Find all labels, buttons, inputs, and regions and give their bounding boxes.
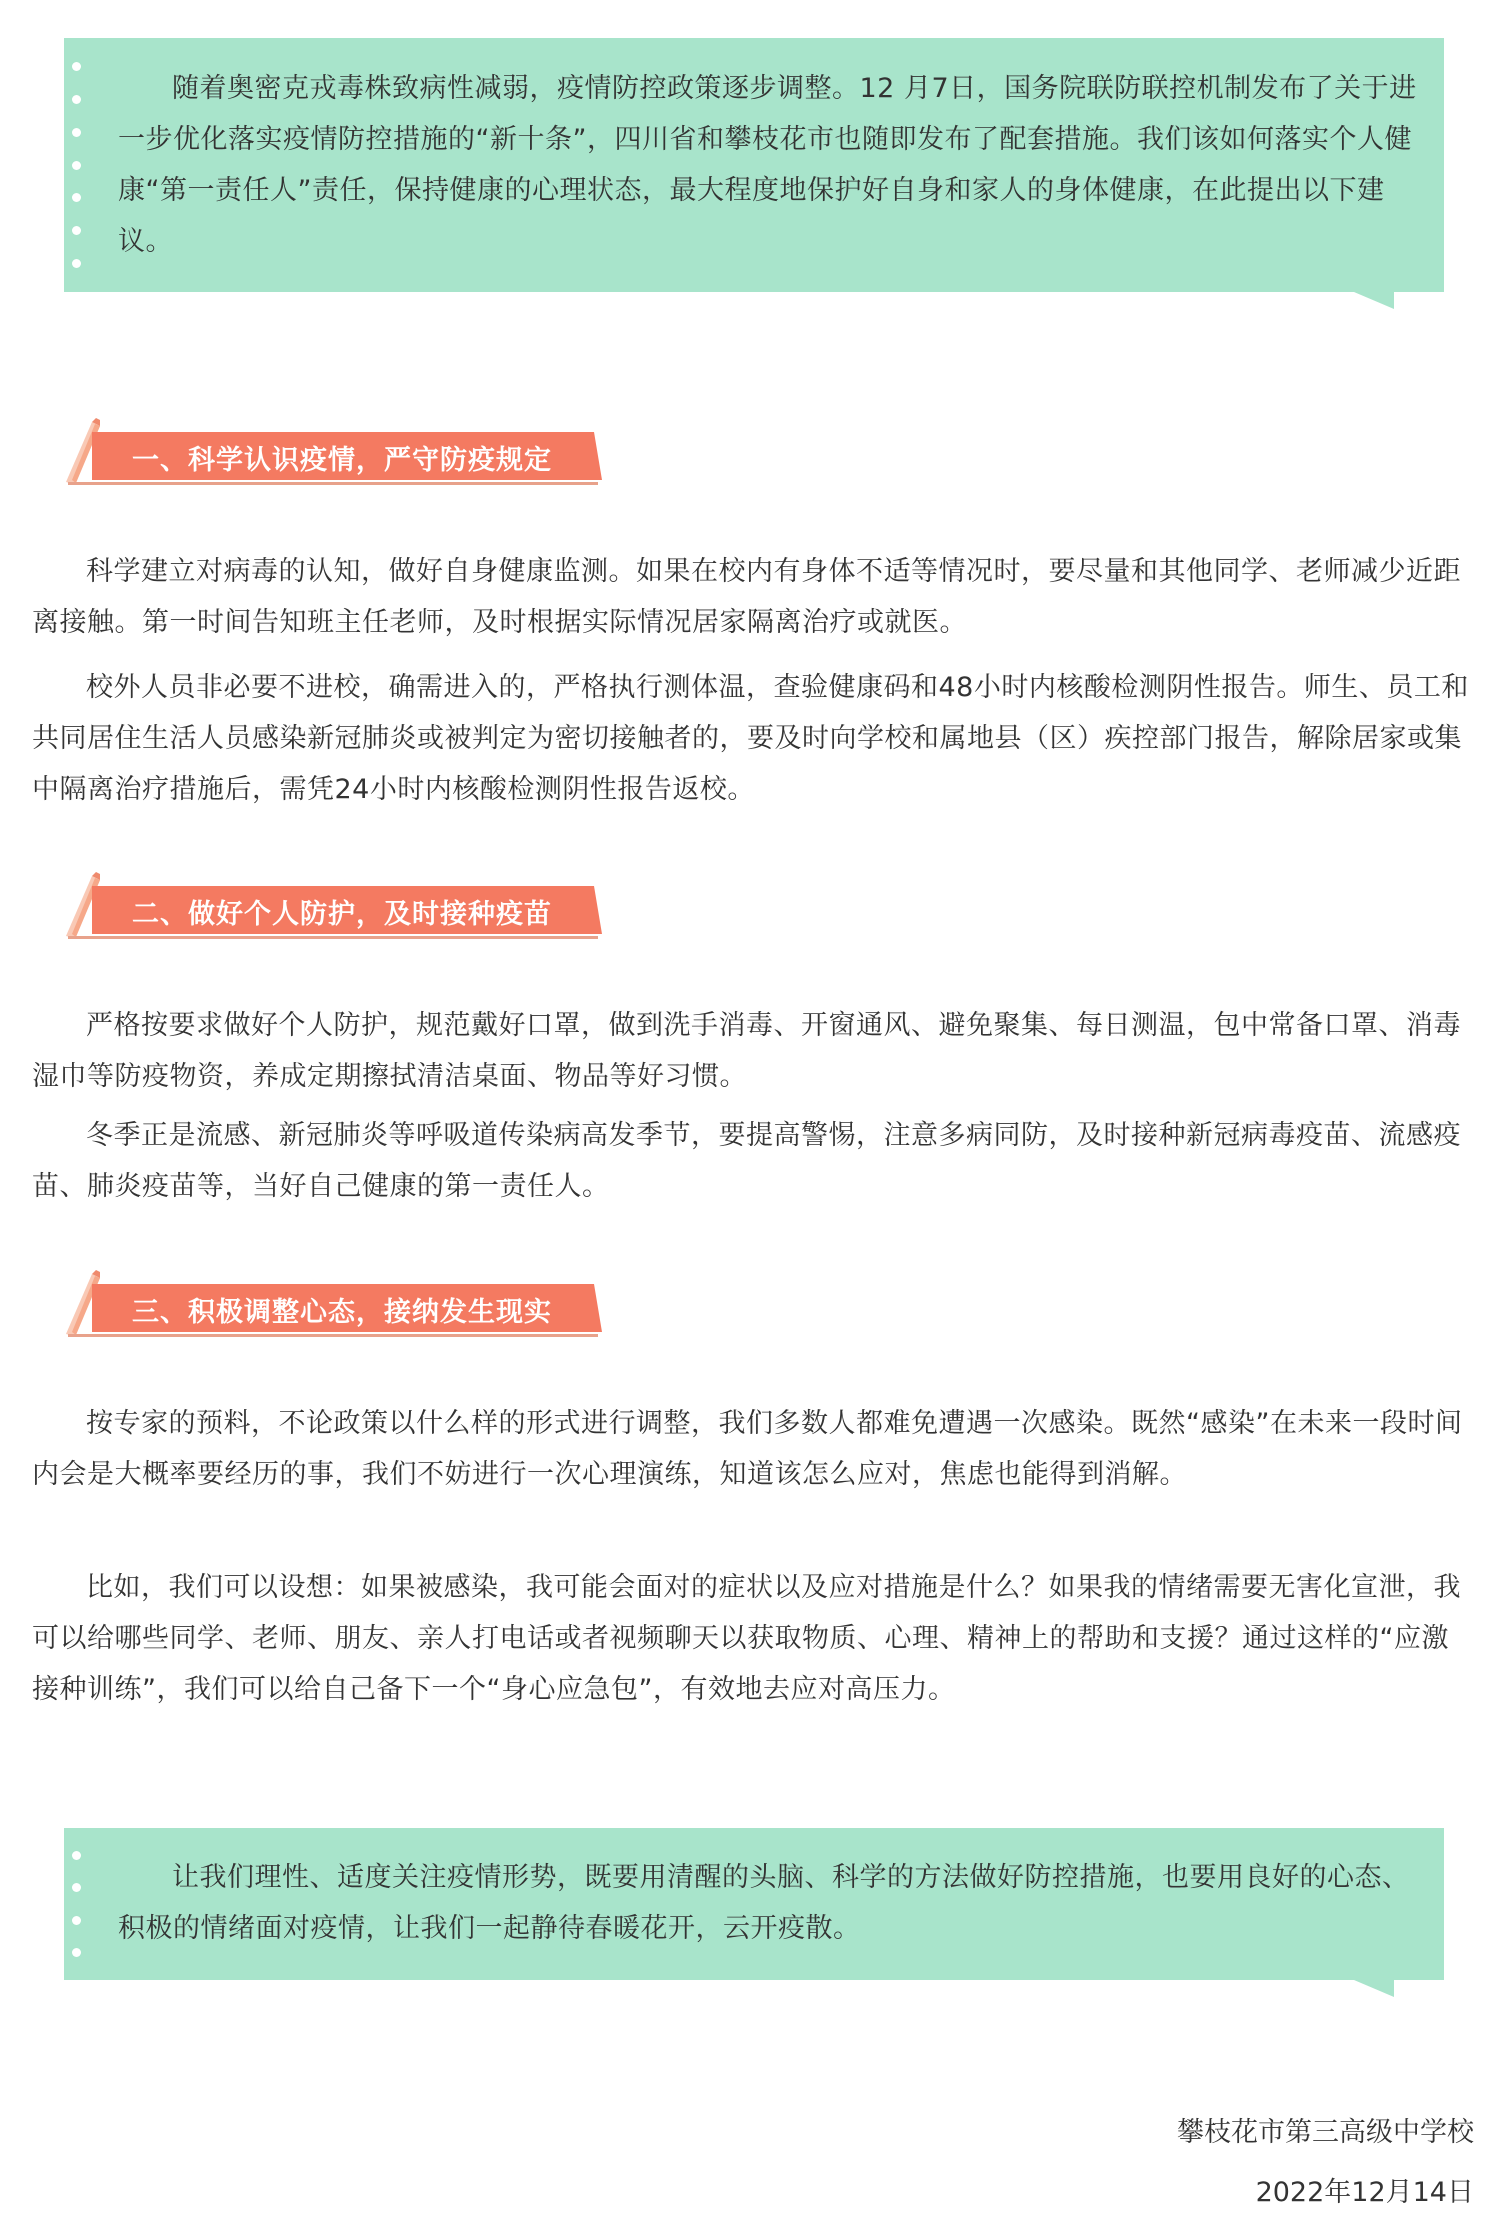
section-2-paragraph-1: 严格按要求做好个人防护，规范戴好口罩，做到洗手消毒、开窗通风、避免聚集、每日测温，包中常备口罩、消毒湿巾等防疫物资，养成定期擦拭清洁桌面、物品等好习惯。: [32, 1010, 1461, 1092]
section-heading-1: [62, 418, 602, 486]
callout-tail: [1354, 1980, 1394, 1997]
section-heading-3: [62, 1270, 602, 1338]
heading-underline: [68, 936, 598, 939]
section-heading-label: 三、积极调整心态，接纳发生现实: [132, 1297, 552, 1328]
heading-underline: [68, 1334, 598, 1337]
intro-callout: [64, 38, 1444, 292]
section-heading-label: 二、做好个人防护，及时接种疫苗: [132, 899, 552, 930]
section-2-paragraph-2: 冬季正是流感、新冠肺炎等呼吸道传染病高发季节，要提高警惕，注意多病同防，及时接种新冠病毒疫苗、流感疫苗、肺炎疫苗等，当好自己健康的第一责任人。: [32, 1120, 1461, 1202]
signature-organization: 攀枝花市第三高级中学校: [1177, 2117, 1474, 2148]
callout-tail: [1354, 292, 1394, 309]
closing-callout: [64, 1828, 1444, 1980]
section-1-paragraph-1: 科学建立对病毒的认知，做好自身健康监测。如果在校内有身体不适等情况时，要尽量和其他同学、老师减少近距离接触。第一时间告知班主任老师，及时根据实际情况居家隔离治疗或就医。: [32, 556, 1461, 638]
section-1-paragraph-2: 校外人员非必要不进校，确需进入的，严格执行测体温，查验健康码和48小时内核酸检测阴性报告。师生、员工和共同居住生活人员感染新冠肺炎或被判定为密切接触者的，要及时向学校和属地县（区）疾控部门报告，解除居家或集中隔离治疗措施后，需凭24小时内核酸检测阴性报告返校。: [32, 672, 1469, 805]
section-heading-2: [62, 872, 602, 940]
closing-text: 让我们理性、适度关注疫情形势，既要用清醒的头脑、科学的方法做好防控措施，也要用良好的心态、积极的情绪面对疫情，让我们一起静待春暖花开，云开疫散。: [118, 1862, 1410, 1944]
section-3-paragraph-1: 按专家的预料，不论政策以什么样的形式进行调整，我们多数人都难免遭遇一次感染。既然“感染”在未来一段时间内会是大概率要经历的事，我们不妨进行一次心理演练，知道该怎么应对，焦虑也能得到消解。: [32, 1408, 1463, 1490]
decorative-dots: [69, 38, 83, 292]
section-3-paragraph-2: 比如，我们可以设想：如果被感染，我可能会面对的症状以及应对措施是什么？如果我的情绪需要无害化宣泄，我可以给哪些同学、老师、朋友、亲人打电话或者视频聊天以获取物质、心理、精神上的帮助和支援？通过这样的“应激接种训练”，我们可以给自己备下一个“身心应急包”，有效地去应对高压力。: [32, 1572, 1461, 1705]
intro-text: 随着奥密克戎毒株致病性减弱，疫情防控政策逐步调整。12 月7日，国务院联防联控机制发布了关于进一步优化落实疫情防控措施的“新十条”，四川省和攀枝花市也随即发布了配套措施。我们该如何落实个人健康“第一责任人”责任，保持健康的心理状态，最大程度地保护好自身和家人的身体健康，在此提出以下建议。: [118, 73, 1417, 257]
heading-underline: [68, 482, 598, 485]
section-heading-label: 一、科学认识疫情，严守防疫规定: [132, 445, 552, 476]
decorative-dots: [69, 1828, 83, 1980]
signature-date: 2022年12月14日: [1255, 2177, 1474, 2208]
